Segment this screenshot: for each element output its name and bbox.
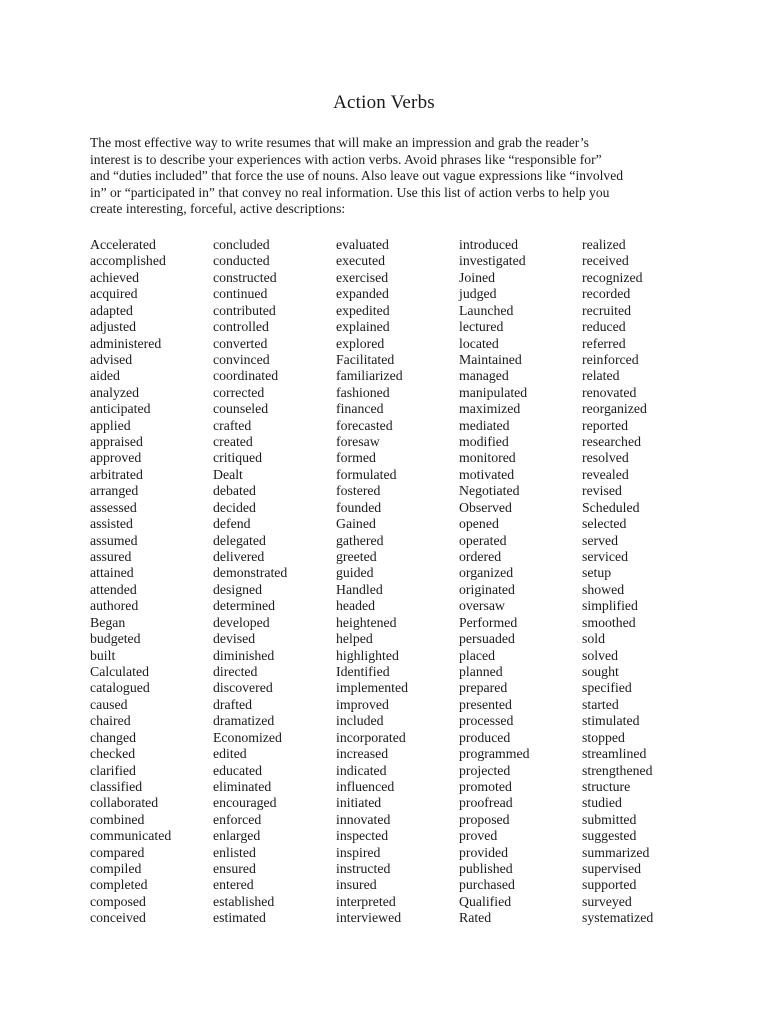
verb-item: enlisted bbox=[213, 844, 256, 860]
verb-item: resolved bbox=[582, 450, 629, 466]
verb-item: chaired bbox=[90, 713, 131, 729]
verb-item: initiated bbox=[336, 795, 382, 811]
verb-item: served bbox=[582, 532, 619, 548]
verb-item: conceived bbox=[90, 910, 146, 926]
verb-item: increased bbox=[336, 746, 389, 762]
verb-item: incorporated bbox=[336, 729, 406, 745]
verb-item: compared bbox=[90, 844, 145, 860]
verb-item: indicated bbox=[336, 762, 387, 778]
verb-item: founded bbox=[336, 499, 382, 515]
verb-item: designed bbox=[213, 581, 263, 597]
verb-item: attained bbox=[90, 565, 134, 581]
verb-item: edited bbox=[213, 746, 247, 762]
verb-item: assisted bbox=[90, 516, 133, 532]
verb-item: opened bbox=[459, 516, 499, 532]
verb-item: heightened bbox=[336, 614, 397, 630]
verb-item: Began bbox=[90, 614, 126, 630]
verb-item: Dealt bbox=[213, 466, 243, 482]
verb-item: collaborated bbox=[90, 795, 159, 811]
verb-column-2 bbox=[213, 237, 336, 927]
verb-item: gathered bbox=[336, 532, 384, 548]
verb-item: Rated bbox=[459, 910, 492, 926]
verb-item: ensured bbox=[213, 861, 256, 877]
verb-item: systematized bbox=[582, 910, 654, 926]
verb-item: analyzed bbox=[90, 384, 140, 400]
verb-item: headed bbox=[336, 598, 376, 614]
verb-item: implemented bbox=[336, 680, 409, 696]
verb-item: approved bbox=[90, 450, 142, 466]
verb-item: Scheduled bbox=[582, 499, 640, 515]
verb-item: determined bbox=[213, 598, 276, 614]
verb-item: coordinated bbox=[213, 368, 279, 384]
intro-line: and “duties included” that force the use of nouns. Also leave out vague expressions like “involved bbox=[90, 168, 624, 184]
verb-item: manipulated bbox=[459, 384, 528, 400]
verb-item: checked bbox=[90, 746, 136, 762]
verb-item: planned bbox=[459, 663, 503, 679]
verb-item: Facilitated bbox=[336, 351, 395, 367]
verb-item: programmed bbox=[459, 746, 530, 762]
verb-item: critiqued bbox=[213, 450, 263, 466]
verb-item: reduced bbox=[582, 319, 626, 335]
verb-item: helped bbox=[336, 631, 373, 647]
verb-item: managed bbox=[459, 368, 509, 384]
verb-item: established bbox=[213, 893, 275, 909]
verb-item: combined bbox=[90, 811, 145, 827]
verb-item: presented bbox=[459, 696, 512, 712]
verb-item: arbitrated bbox=[90, 466, 143, 482]
verb-item: streamlined bbox=[582, 746, 647, 762]
verb-item: highlighted bbox=[336, 647, 399, 663]
verb-item: persuaded bbox=[459, 631, 515, 647]
verb-item: conducted bbox=[213, 253, 270, 269]
verb-item: built bbox=[90, 647, 116, 663]
verb-item: explored bbox=[336, 335, 385, 351]
verb-item: discovered bbox=[213, 680, 273, 696]
verb-item: advised bbox=[90, 351, 133, 367]
verb-item: insured bbox=[336, 877, 377, 893]
verb-item: processed bbox=[459, 713, 514, 729]
verb-item: enlarged bbox=[213, 828, 261, 844]
verb-item: foresaw bbox=[336, 434, 380, 450]
verb-item: continued bbox=[213, 286, 268, 302]
verb-item: exercised bbox=[336, 269, 389, 285]
verb-item: counseled bbox=[213, 401, 269, 417]
verb-item: guided bbox=[336, 565, 374, 581]
verb-item: adapted bbox=[90, 302, 133, 318]
verb-item: composed bbox=[90, 893, 146, 909]
verb-item: changed bbox=[90, 729, 136, 745]
verb-item: maximized bbox=[459, 401, 521, 417]
verb-item: Handled bbox=[336, 581, 383, 597]
verb-item: educated bbox=[213, 762, 263, 778]
verb-item: familiarized bbox=[336, 368, 403, 384]
verb-item: related bbox=[582, 368, 620, 384]
verb-item: realized bbox=[582, 237, 626, 252]
verb-item: dramatized bbox=[213, 713, 275, 729]
verb-item: showed bbox=[582, 581, 625, 597]
verb-item: Economized bbox=[213, 729, 282, 745]
verb-item: improved bbox=[336, 696, 389, 712]
verb-item: Calculated bbox=[90, 663, 149, 679]
verb-item: started bbox=[582, 696, 619, 712]
verb-item: interpreted bbox=[336, 893, 396, 909]
verb-item: Launched bbox=[459, 302, 514, 318]
verb-item: sought bbox=[582, 663, 619, 679]
verb-item: investigated bbox=[459, 253, 526, 269]
verb-item: converted bbox=[213, 335, 268, 351]
verb-item: expanded bbox=[336, 286, 389, 302]
verb-item: completed bbox=[90, 877, 148, 893]
verb-item: entered bbox=[213, 877, 254, 893]
verb-item: reported bbox=[582, 417, 628, 433]
page-title: Action Verbs bbox=[333, 92, 435, 113]
verb-item: recognized bbox=[582, 269, 643, 285]
verb-item: included bbox=[336, 713, 384, 729]
verb-item: Gained bbox=[336, 516, 376, 532]
verb-item: delivered bbox=[213, 549, 265, 565]
verb-item: introduced bbox=[459, 237, 519, 252]
verb-item: serviced bbox=[582, 549, 628, 565]
intro-paragraph bbox=[90, 135, 682, 218]
verb-item: suggested bbox=[582, 828, 637, 844]
verb-item: Identified bbox=[336, 663, 390, 679]
verb-item: created bbox=[213, 434, 253, 450]
verb-item: diminished bbox=[213, 647, 275, 663]
verb-item: oversaw bbox=[459, 598, 505, 614]
verb-item: setup bbox=[582, 565, 612, 581]
verb-item: supported bbox=[582, 877, 637, 893]
verb-column-3 bbox=[336, 237, 459, 927]
verb-item: communicated bbox=[90, 828, 172, 844]
verb-item: concluded bbox=[213, 237, 270, 252]
verb-item: solved bbox=[582, 647, 619, 663]
verb-item: inspired bbox=[336, 844, 381, 860]
verb-item: expedited bbox=[336, 302, 390, 318]
verb-item: Observed bbox=[459, 499, 512, 515]
verb-item: estimated bbox=[213, 910, 266, 926]
verb-item: constructed bbox=[213, 269, 277, 285]
verb-column-1 bbox=[90, 237, 213, 927]
verb-item: revealed bbox=[582, 466, 629, 482]
verb-item: summarized bbox=[582, 844, 650, 860]
verb-item: drafted bbox=[213, 696, 253, 712]
verb-item: greeted bbox=[336, 549, 377, 565]
verb-item: instructed bbox=[336, 861, 391, 877]
verb-item: supervised bbox=[582, 861, 642, 877]
verb-item: fostered bbox=[336, 483, 381, 499]
verb-item: surveyed bbox=[582, 893, 632, 909]
verb-column-5 bbox=[582, 237, 705, 927]
verb-item: prepared bbox=[459, 680, 508, 696]
verb-item: budgeted bbox=[90, 631, 141, 647]
verb-item: organized bbox=[459, 565, 514, 581]
verb-item: inspected bbox=[336, 828, 389, 844]
verb-item: formulated bbox=[336, 466, 397, 482]
verb-item: eliminated bbox=[213, 778, 272, 794]
verb-item: developed bbox=[213, 614, 270, 630]
verb-item: strengthened bbox=[582, 762, 653, 778]
verb-item: influenced bbox=[336, 778, 395, 794]
verb-item: explained bbox=[336, 319, 390, 335]
verb-item: innovated bbox=[336, 811, 391, 827]
verb-item: provided bbox=[459, 844, 509, 860]
verb-item: lectured bbox=[459, 319, 504, 335]
verb-item: originated bbox=[459, 581, 515, 597]
verb-item: debated bbox=[213, 483, 256, 499]
verb-item: enforced bbox=[213, 811, 262, 827]
verb-item: formed bbox=[336, 450, 376, 466]
verb-item: interviewed bbox=[336, 910, 402, 926]
verb-item: ordered bbox=[459, 549, 502, 565]
verb-item: compiled bbox=[90, 861, 142, 877]
verb-item: forecasted bbox=[336, 417, 393, 433]
verb-item: contributed bbox=[213, 302, 276, 318]
verb-item: delegated bbox=[213, 532, 266, 548]
verb-item: catalogued bbox=[90, 680, 150, 696]
verb-item: attended bbox=[90, 581, 137, 597]
verb-item: controlled bbox=[213, 319, 269, 335]
intro-line: The most effective way to write resumes that will make an impression and grab the reader’s bbox=[90, 135, 589, 150]
verb-item: executed bbox=[336, 253, 386, 269]
verb-item: researched bbox=[582, 434, 641, 450]
intro-line: create interesting, forceful, active descriptions: bbox=[90, 201, 346, 217]
verb-item: stimulated bbox=[582, 713, 640, 729]
verb-column-4 bbox=[459, 237, 582, 927]
verb-item: applied bbox=[90, 417, 131, 433]
verb-item: accomplished bbox=[90, 253, 166, 269]
verb-item: reinforced bbox=[582, 351, 639, 367]
verb-item: fashioned bbox=[336, 384, 390, 400]
verb-item: Negotiated bbox=[459, 483, 520, 499]
verb-item: Maintained bbox=[459, 351, 522, 367]
verb-item: aided bbox=[90, 368, 120, 384]
verb-item: received bbox=[582, 253, 629, 269]
verb-item: referred bbox=[582, 335, 626, 351]
verb-item: stopped bbox=[582, 729, 625, 745]
verb-item: classified bbox=[90, 778, 143, 794]
verb-item: assessed bbox=[90, 499, 137, 515]
verb-item: studied bbox=[582, 795, 622, 811]
verb-item: achieved bbox=[90, 269, 140, 285]
verb-item: sold bbox=[582, 631, 605, 647]
verb-item: submitted bbox=[582, 811, 637, 827]
verb-item: decided bbox=[213, 499, 256, 515]
verb-item: corrected bbox=[213, 384, 265, 400]
verb-item: renovated bbox=[582, 384, 637, 400]
intro-line: in” or “participated in” that convey no real information. Use this list of action verbs to help you bbox=[90, 184, 610, 200]
verb-item: proofread bbox=[459, 795, 513, 811]
verb-item: convinced bbox=[213, 351, 270, 367]
verb-item: selected bbox=[582, 516, 627, 532]
verb-item: located bbox=[459, 335, 499, 351]
verb-item: encouraged bbox=[213, 795, 277, 811]
verb-item: published bbox=[459, 861, 513, 877]
verb-item: reorganized bbox=[582, 401, 647, 417]
verb-item: structure bbox=[582, 778, 631, 794]
verb-item: appraised bbox=[90, 434, 143, 450]
verb-item: caused bbox=[90, 696, 128, 712]
verb-item: purchased bbox=[459, 877, 515, 893]
verb-item: simplified bbox=[582, 598, 638, 614]
verb-item: anticipated bbox=[90, 401, 151, 417]
verb-item: Qualified bbox=[459, 893, 512, 909]
verb-item: directed bbox=[213, 663, 258, 679]
verb-item: Accelerated bbox=[90, 237, 156, 252]
verb-item: recorded bbox=[582, 286, 631, 302]
verb-item: promoted bbox=[459, 778, 512, 794]
verb-item: adjusted bbox=[90, 319, 136, 335]
verb-item: judged bbox=[459, 286, 497, 302]
verb-item: projected bbox=[459, 762, 511, 778]
verb-item: assured bbox=[90, 549, 132, 565]
verb-item: smoothed bbox=[582, 614, 636, 630]
verb-item: proposed bbox=[459, 811, 510, 827]
verb-item: evaluated bbox=[336, 237, 389, 252]
verb-item: devised bbox=[213, 631, 256, 647]
verb-item: defend bbox=[213, 516, 251, 532]
verb-item: revised bbox=[582, 483, 622, 499]
verb-item: Performed bbox=[459, 614, 518, 630]
verb-item: administered bbox=[90, 335, 162, 351]
verb-item: acquired bbox=[90, 286, 138, 302]
verb-item: motivated bbox=[459, 466, 515, 482]
verb-item: produced bbox=[459, 729, 511, 745]
verb-item: mediated bbox=[459, 417, 510, 433]
verb-item: recruited bbox=[582, 302, 632, 318]
verb-item: monitored bbox=[459, 450, 516, 466]
verb-item: operated bbox=[459, 532, 507, 548]
verb-item: modified bbox=[459, 434, 509, 450]
verb-item: specified bbox=[582, 680, 632, 696]
verb-item: authored bbox=[90, 598, 139, 614]
verb-item: demonstrated bbox=[213, 565, 288, 581]
verb-item: clarified bbox=[90, 762, 136, 778]
verb-item: financed bbox=[336, 401, 384, 417]
verb-item: Joined bbox=[459, 269, 496, 285]
intro-line: interest is to describe your experiences with action verbs. Avoid phrases like “responsible for” bbox=[90, 151, 602, 167]
verb-item: placed bbox=[459, 647, 496, 663]
verb-item: assumed bbox=[90, 532, 138, 548]
verb-item: proved bbox=[459, 828, 498, 844]
verb-item: crafted bbox=[213, 417, 252, 433]
verb-item: arranged bbox=[90, 483, 139, 499]
